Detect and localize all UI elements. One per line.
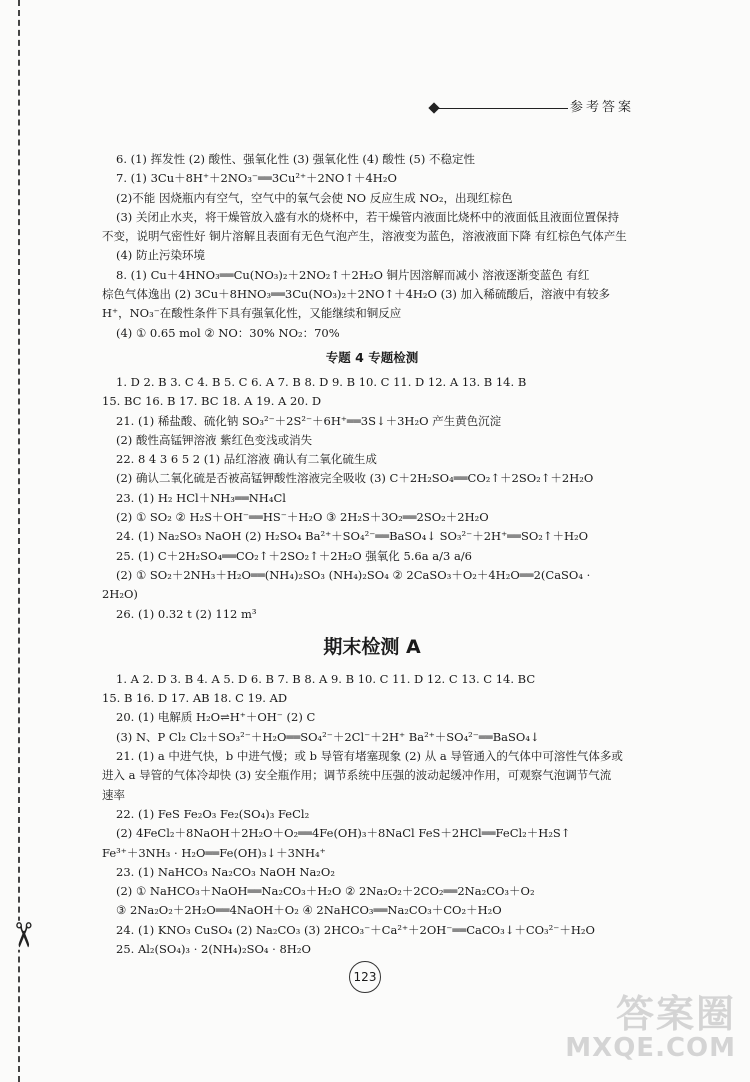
cut-line (18, 0, 20, 1082)
watermark-logo (565, 994, 736, 1062)
answer-line: (2) ① SO₂＋2NH₃＋H₂O══(NH₄)₂SO₃ (NH₄)₂SO₄ ② 2CaSO₃＋O₂＋4H₂O══2(CaSO₄ · (116, 567, 591, 582)
answer-line: (4) ① 0.65 mol ② NO：30% NO₂：70% (116, 325, 340, 340)
page-header (430, 96, 640, 116)
page-number: 123 (349, 961, 381, 993)
answer-line: 21. (1) a 中进气快，b 中进气慢；或 b 导管有堵塞现象 (2) 从 a 导管通入的气体中可溶性气体多或 (116, 749, 623, 764)
answer-line: 速率 (102, 787, 125, 802)
answer-line: 1. D 2. B 3. C 4. B 5. C 6. A 7. B 8. D 9. B 10. C 11. D 12. A 13. B 14. B (116, 374, 527, 389)
answer-line: 20. (1) 电解质 H₂O⇌H⁺＋OH⁻ (2) C (116, 710, 316, 725)
answer-line: (4) 防止污染环境 (116, 248, 205, 263)
answer-line: 6. (1) 挥发性 (2) 酸性、强氧化性 (3) 强氧化性 (4) 酸性 (5) 不稳定性 (116, 152, 475, 166)
watermark-text: 答案圈 (615, 992, 736, 1036)
answer-line: 22. (1) FeS Fe₂O₃ Fe₂(SO₄)₃ FeCl₂ (116, 806, 310, 821)
answer-line: 25. Al₂(SO₄)₃ · 2(NH₄)₂SO₄ · 8H₂O (116, 941, 311, 956)
answer-line: 8. (1) Cu＋4HNO₃══Cu(NO₃)₂＋2NO₂↑＋2H₂O 铜片因溶解而减小 溶液逐渐变蓝色 有红 (116, 267, 590, 282)
scissors-icon: ✂ (2, 920, 43, 950)
answer-line: Fe³⁺＋3NH₃ · H₂O══Fe(OH)₃↓＋3NH₄⁺ (102, 845, 326, 860)
answer-line: 15. B 16. D 17. AB 18. C 19. AD (102, 691, 288, 706)
answer-line: 2H₂O) (102, 587, 138, 602)
answer-line: (2) 4FeCl₂＋8NaOH＋2H₂O＋O₂══4Fe(OH)₃＋8NaCl FeS＋2HCl══FeCl₂＋H₂S↑ (116, 826, 571, 841)
answer-line: 21. (1) 稀盐酸、硫化钠 SO₃²⁻＋2S²⁻＋6H⁺══3S↓＋3H₂O 产生黄色沉淀 (116, 413, 502, 428)
answer-line: (2)不能 因烧瓶内有空气，空气中的氧气会使 NO 反应生成 NO₂，出现红棕色 (116, 190, 513, 205)
header-label: 参考答案 (570, 100, 635, 115)
answer-line: (2) ① SO₂ ② H₂S＋OH⁻══HS⁻＋H₂O ③ 2H₂S＋3O₂══2SO₂＋2H₂O (116, 510, 489, 525)
answer-line: (3) 关闭止水夹，将干燥管放入盛有水的烧杯中，若干燥管内液面比烧杯中的液面低且液面位置保持 (116, 209, 619, 224)
answer-line: 25. (1) C＋2H₂SO₄══CO₂↑＋2SO₂↑＋2H₂O 强氧化 5.6a a/3 a/6 (116, 548, 472, 563)
answer-content (102, 150, 642, 959)
answer-line: 22. 8 4 3 6 5 2 (1) 品红溶液 确认有二氧化硫生成 (116, 452, 377, 467)
section-title: 期末检测 A (323, 635, 421, 658)
answer-line: ③ 2Na₂O₂＋2H₂O══4NaOH＋O₂ ④ 2NaHCO₃══Na₂CO₃＋CO₂＋H₂O (116, 903, 502, 918)
answer-line: 23. (1) H₂ HCl＋NH₃══NH₄Cl (116, 490, 286, 505)
answer-line: 棕色气体逸出 (2) 3Cu＋8HNO₃══3Cu(NO₃)₂＋2NO↑＋4H₂O (3) 加入稀硫酸后，溶液中有较多 (102, 287, 611, 302)
answer-line: 1. A 2. D 3. B 4. A 5. D 6. B 7. B 8. A 9. B 10. C 11. D 12. C 13. C 14. BC (116, 671, 536, 686)
answer-line: (2) 确认二氧化硫是否被高锰钾酸性溶液完全吸收 (3) C＋2H₂SO₄══CO₂↑＋2SO₂↑＋2H₂O (116, 471, 594, 486)
answer-line: 24. (1) Na₂SO₃ NaOH (2) H₂SO₄ Ba²⁺＋SO₄²⁻══BaSO₄↓ SO₃²⁻＋2H⁺══SO₂↑＋H₂O (116, 529, 589, 544)
answer-line: (2) 酸性高锰钾溶液 紫红色变浅或消失 (116, 432, 313, 447)
header-rule (438, 108, 568, 109)
answer-line: 26. (1) 0.32 t (2) 112 m³ (116, 606, 257, 621)
answer-line: 23. (1) NaHCO₃ Na₂CO₃ NaOH Na₂O₂ (116, 864, 335, 879)
answer-line: 7. (1) 3Cu＋8H⁺＋2NO₃⁻══3Cu²⁺＋2NO↑＋4H₂O (116, 171, 397, 186)
answer-line: (2) ① NaHCO₃＋NaOH══Na₂CO₃＋H₂O ② 2Na₂O₂＋2CO₂══2Na₂CO₃＋O₂ (116, 884, 535, 899)
answer-line: (3) N、P Cl₂ Cl₂＋SO₃²⁻＋H₂O══SO₄²⁻＋2Cl⁻＋2H⁺ Ba²⁺＋SO₄²⁻══BaSO₄↓ (116, 729, 540, 744)
watermark-url: MXQE.COM (565, 1033, 736, 1063)
answer-line: 24. (1) KNO₃ CuSO₄ (2) Na₂CO₃ (3) 2HCO₃⁻＋Ca²⁺＋2OH⁻══CaCO₃↓＋CO₃²⁻＋H₂O (116, 922, 595, 937)
answer-line: 15. BC 16. B 17. BC 18. A 19. A 20. D (102, 394, 322, 409)
section-title: 专题 4 专题检测 (325, 349, 419, 365)
answer-line: H⁺，NO₃⁻在酸性条件下具有强氧化性，又能继续和铜反应 (102, 306, 402, 321)
answer-line: 不变，说明气密性好 铜片溶解且表面有无色气泡产生，溶液变为蓝色，溶液液面下降 有红棕色气体产生 (102, 229, 627, 244)
answer-line: 进入 a 导管的气体冷却快 (3) 安全瓶作用；调节系统中压强的波动起缓冲作用，可观察气泡调节气流 (102, 768, 612, 783)
